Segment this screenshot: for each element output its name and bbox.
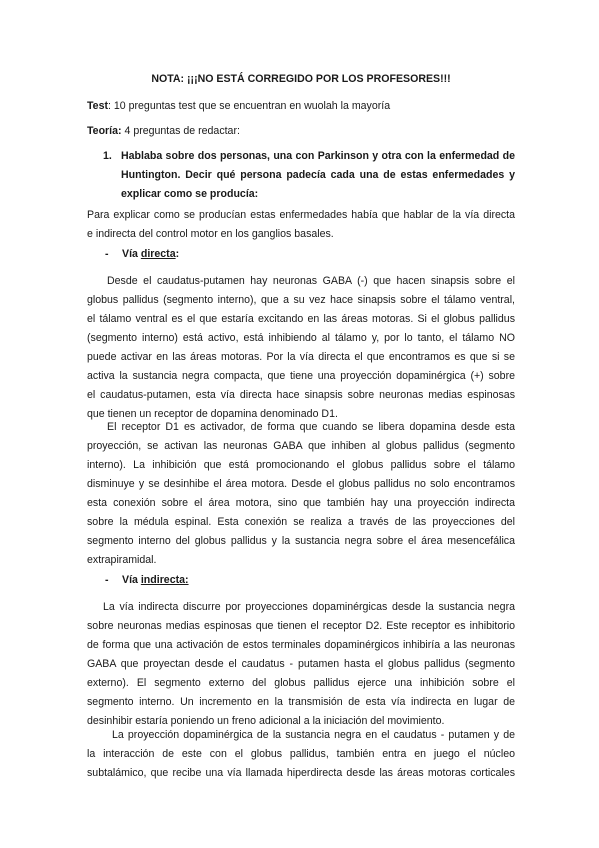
section-heading-indirecta — [105, 571, 189, 590]
section-heading-directa — [105, 245, 180, 264]
text-line: esta conexión sobre el área motora, sino que también hay una proyección indirecta — [87, 497, 515, 509]
text-line: subtalámico, que recibe una vía llamada hiperdirecta desde las áreas motoras corticales — [87, 767, 515, 779]
paragraph-indirecta-1 — [87, 598, 515, 731]
text-line: activa la sustancia negra compacta, que tiene una proyección dopaminérgica (+) sobre — [87, 370, 515, 382]
text-line: globus pallidus (segmento interno), que a su vez hace sinapsis sobre el tálamo ventral, — [87, 294, 515, 306]
text-line: La proyección dopaminérgica de la sustancia negra en el caudatus - putamen y de — [112, 729, 515, 741]
paragraph-indirecta-2 — [87, 726, 515, 783]
teoria-line — [87, 122, 515, 141]
section-prefix: Vía — [122, 574, 141, 586]
text-line: El receptor D1 es activador, de forma que cuando se libera dopamina desde esta — [107, 421, 515, 433]
question-text — [121, 147, 515, 204]
page-title: NOTA: ¡¡¡NO ESTÁ CORREGIDO POR LOS PROFESORES!!! — [151, 73, 451, 85]
bullet-dash: - — [105, 248, 109, 260]
question-line: Hablaba sobre dos personas, una con Parkinson y otra con la enfermedad de — [121, 150, 515, 162]
text-line: e indirecta del control motor en los ganglios basales. — [87, 228, 334, 240]
text-line: segmento interno. Un incremento en la transmisión de esta vía indirecta en lugar de — [87, 696, 515, 708]
question-number: 1. — [103, 150, 112, 162]
text-line: disminuye y se desinhibe el área motora. Desde el globus pallidus no solo encontramos — [87, 478, 515, 490]
section-suffix: : — [175, 248, 180, 260]
text-line: extrapiramidal. — [87, 554, 157, 566]
paragraph-directa-2 — [87, 418, 515, 570]
text-line: Para explicar como se producían estas enfermedades había que hablar de la vía directa — [87, 209, 515, 221]
section-underlined: directa — [140, 248, 176, 260]
question-line: Huntington. Decir qué persona padecía cada una de estas enfermedades y — [121, 169, 515, 181]
intro-paragraph — [87, 206, 515, 244]
teoria-label: Teoría: — [87, 125, 122, 137]
section-prefix: Vía — [122, 248, 141, 260]
text-line: externo). El segmento externo del globus pallidus ejerce una inhibición sobre el — [87, 677, 515, 689]
text-line: interno). La inhibición que está promocionando el globus pallidus sobre el tálamo — [87, 459, 515, 471]
question-line: explicar como se producía: — [121, 188, 259, 200]
bullet-dash: - — [105, 574, 109, 586]
text-line: sobre neuronas medias espinosas que tienen el receptor D2. Este receptor es inhibitorio — [87, 620, 515, 632]
text-line: la interacción de este con el globus pallidus, también entra en juego el núcleo — [87, 748, 515, 760]
text-line: el tálamo ventral es el que estaría excitando en las áreas motoras. Si el globus pallidus — [87, 313, 515, 325]
section-underlined: indirecta: — [140, 574, 189, 586]
text-line: Desde el caudatus-putamen hay neuronas GABA (-) que hacen sinapsis sobre el — [107, 275, 515, 287]
test-line — [87, 97, 515, 116]
text-line: el caudatus-putamen, esta vía directa hace sinapsis sobre neuronas medias espinosas — [87, 389, 515, 401]
paragraph-directa-1 — [87, 272, 515, 424]
test-label: Test — [87, 100, 108, 112]
text-line: GABA que proyectan desde el caudatus - putamen hasta el globus pallidus (segmento — [87, 658, 515, 670]
text-line: desinhibir estaría poniendo un freno adicional a la iniciación del movimiento. — [87, 715, 445, 727]
text-line: segmento interno del globus pallidus y la sustancia negra sobre el área mesencefálica — [87, 535, 515, 547]
text-line: proyección, se activan las neuronas GABA que inhiben al globus pallidus (segmento — [87, 440, 515, 452]
text-line: que tienen un receptor de dopamina denominado D1. — [87, 408, 338, 420]
text-line: puede activar en las áreas motoras. Por la vía directa el que encontramos es que si se — [87, 351, 515, 363]
text-line: (segmento interno) está activo, está inhibiendo al tálamo y, por lo tanto, el tálamo NO — [87, 332, 515, 344]
text-line: sobre la médula espinal. Esta conexión se realiza a través de las proyecciones del — [87, 516, 515, 528]
test-text: : 10 preguntas test que se encuentran en wuolah la mayoría — [108, 100, 391, 112]
text-line: La vía indirecta discurre por proyecciones dopaminérgicas desde la sustancia negra — [103, 601, 515, 613]
teoria-text: 4 preguntas de redactar: — [121, 125, 240, 137]
text-line: de forma que una activación de estos terminales dopaminérgicos inhibiría a las neuronas — [87, 639, 515, 651]
